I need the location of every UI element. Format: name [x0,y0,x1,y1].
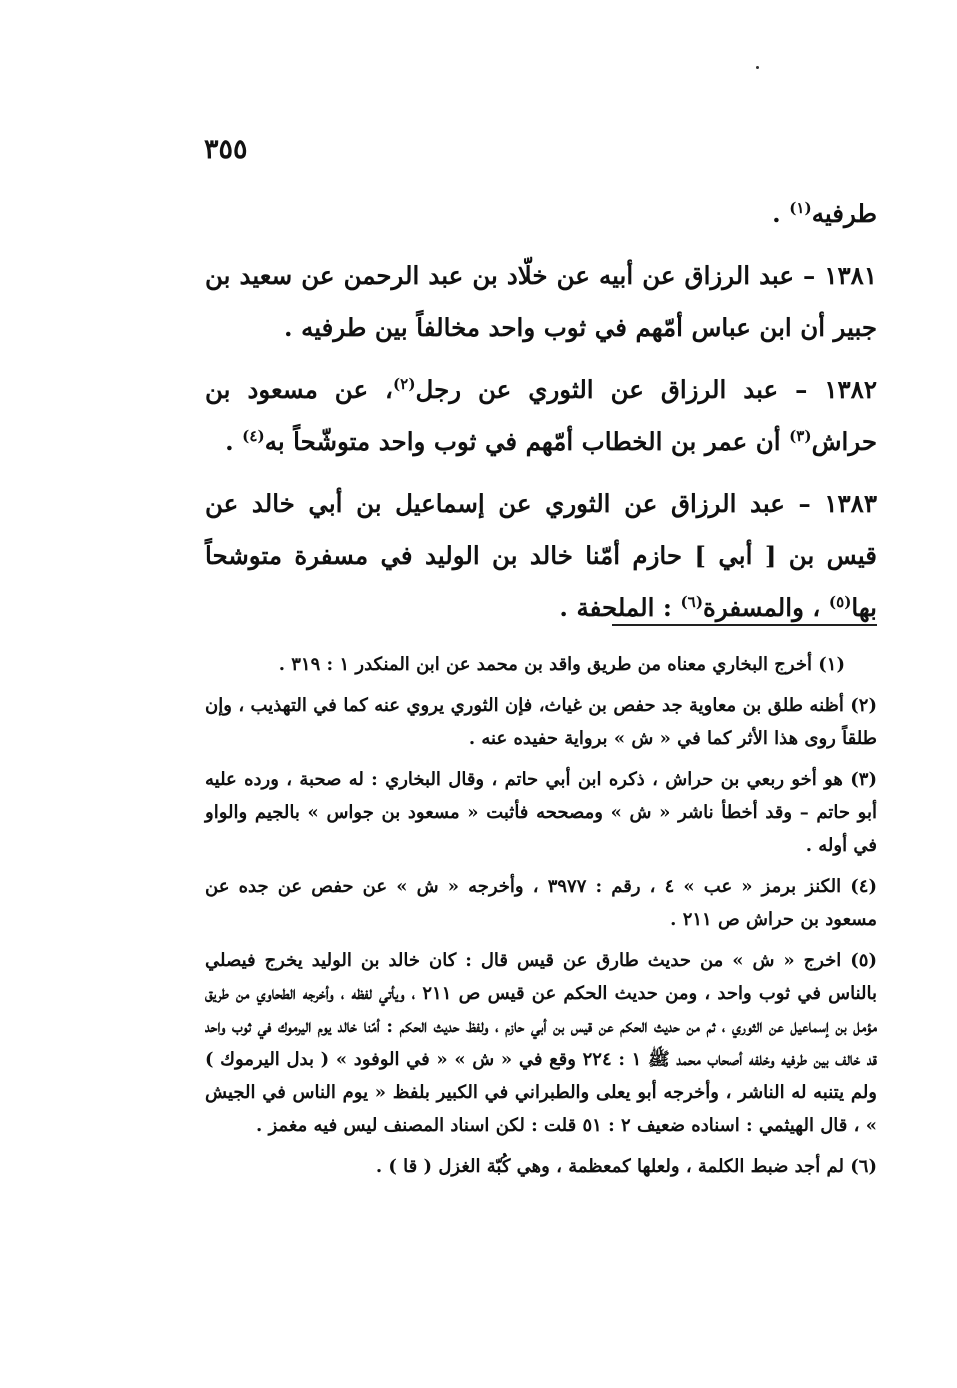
footnote-text: هو أخو ربعي بن حراش ، ذكره ابن أبي حاتم ، وقال البخاري : له صحبة ، ورده عليه أبو حاتم – وقد أخطأ ناشر « ش » ومصححه فأثبت « مسعود بن جواس » بالجيم والواو في أوله . [205,769,877,856]
entry-number: ١٣٨٣ [824,489,877,518]
entry-text: أن عمر بن الخطاب أمّهم في ثوب واحد متوشّحاً به [264,427,790,456]
footnote-ref: (٢) [392,374,416,393]
entry-text: ، والمسفرة [703,593,829,622]
entry-number: ١٣٨١ [824,261,877,290]
entry-text: عبد الرزاق عن أبيه عن خلّاد بن عبد الرحمن عن سعيد بن جبير أن ابن عباس أمّهم في ثوب واحد مخالفاً بين طرفيه . [205,261,877,342]
footnote-text: الكنز برمز « عب » ٤ ، رقم : ٣٩٧٧ ، وأخرجه « ش » عن حفص عن جده عن مسعود بن حراش ص ٢١١ . [205,876,877,930]
main-text [205,188,877,634]
entry-text: عبد الرزاق عن الثوري عن إسماعيل بن أبي خالد عن قيس بن [ أبي ] حازم أمّنا خالد بن الوليد في مسفرة متوشحاً بها [205,489,877,622]
footnote-ref: (٦) [680,592,704,611]
footnote-text: اخرج « ش » من حديث طارق عن قيس قال : كان خالد بن الوليد يخرج فيصلي بالناس في ثوب واحد ، ومن حديث الحكم عن قيس ص ٢١١ ، ويأتي لفظه ، وأخرجه الطحاوي من طريق مؤمل بن إسماعيل عن الثوري ، ثم من حديث الحكم عن قيس بن أبي حازم ، ولفظ حديث الحكم : أمّنا خالد يوم اليرموك في ثوب واحد قد خالف بين طرفيه وخلفه أصحاب محمد ﷺ ١ : ٢٢٤ وقع في « ش » « في الوفود » ( بدل اليرموك ) ولم يتنبه له الناشر ، وأخرجه أبو يعلى والطبراني في الكبير بلفظ « يوم الناس في الجيش » ، قال الهيثمي : اسناده ضعيف ٢ : ٥١ قلت : لكن اسناد المصنف ليس فيه مغمز . [205,950,877,1136]
footnote-number: (٤) [850,876,877,897]
footnote-3 [205,763,877,862]
footnote-text: أظنه طلق بن معاوية جد حفص بن غياث، فإن الثوري يروي عنه كما في التهذيب ، وإن طلقاً روى هذا الأثر كما في « ش » برواية حفيده عنه . [205,695,877,749]
footnote-6 [205,1150,877,1183]
footnote-number: (٣) [850,769,877,790]
footnote-number: (٦) [850,1156,877,1177]
footnote-2 [205,689,877,755]
footnote-text: أخرج البخاري معناه من طريق واقد بن محمد عن ابن المنكدر ١ : ٣١٩ . [278,654,812,675]
footnote-ref: (٥) [828,592,852,611]
scan-speck [756,66,759,69]
entry-text: ، عن مسعود بن حراش [205,375,877,456]
continuation-text: طرفيه [811,199,877,228]
continuation-line [205,188,877,240]
footnote-4 [205,870,877,936]
footnote-ref: (٣) [789,426,812,445]
entry-text: عبد الرزاق عن الثوري عن رجل [415,375,779,404]
footnote-1 [205,648,877,681]
footnote-number: (٢) [850,695,877,716]
footnote-ref: (١) [789,198,812,217]
entry-text: . [225,427,243,456]
footnote-divider [612,624,877,626]
continuation-tail: . [772,199,790,228]
footnote-number: (١) [818,654,845,675]
footnote-5 [205,944,877,1142]
entry-text: : الملحفة . [559,593,681,622]
entry-1383: ١٣٨٣ – عبد الرزاق عن الثوري عن إسماعيل بن أبي خالد عن قيس بن [ أبي ] حازم أمّنا خالد بن الوليد في مسفرة متوشحاً بها$^{(٥)}$ ، والمسفرة$^{(٦)}$ : الملحفة . [205,489,877,622]
footnotes [205,648,877,1191]
entry-1382: ١٣٨٢ – عبد الرزاق عن الثوري عن رجل$^{(٢)}$، عن مسعود بن حراش$^{(٣)}$ أن عمر بن الخطاب أمّهم في ثوب واحد متوشّحاً به$^{(٤)}$ . [205,374,877,456]
footnote-ref: (٤) [242,426,265,445]
entry-1381: ١٣٨١ – عبد الرزاق عن أبيه عن خلّاد بن عبد الرحمن عن سعيد بن جبير أن ابن عباس أمّهم في ثوب واحد مخالفاً بين طرفيه . [205,261,877,342]
footnote-number: (٥) [850,950,877,971]
page-number: ٣٥٥ [204,134,248,165]
entry-number: ١٣٨٢ [824,375,877,404]
footnote-text: لم أجد ضبط الكلمة ، ولعلها كمعظمة ، وهي كُبّة الغزل ( قا ) . [375,1156,844,1177]
